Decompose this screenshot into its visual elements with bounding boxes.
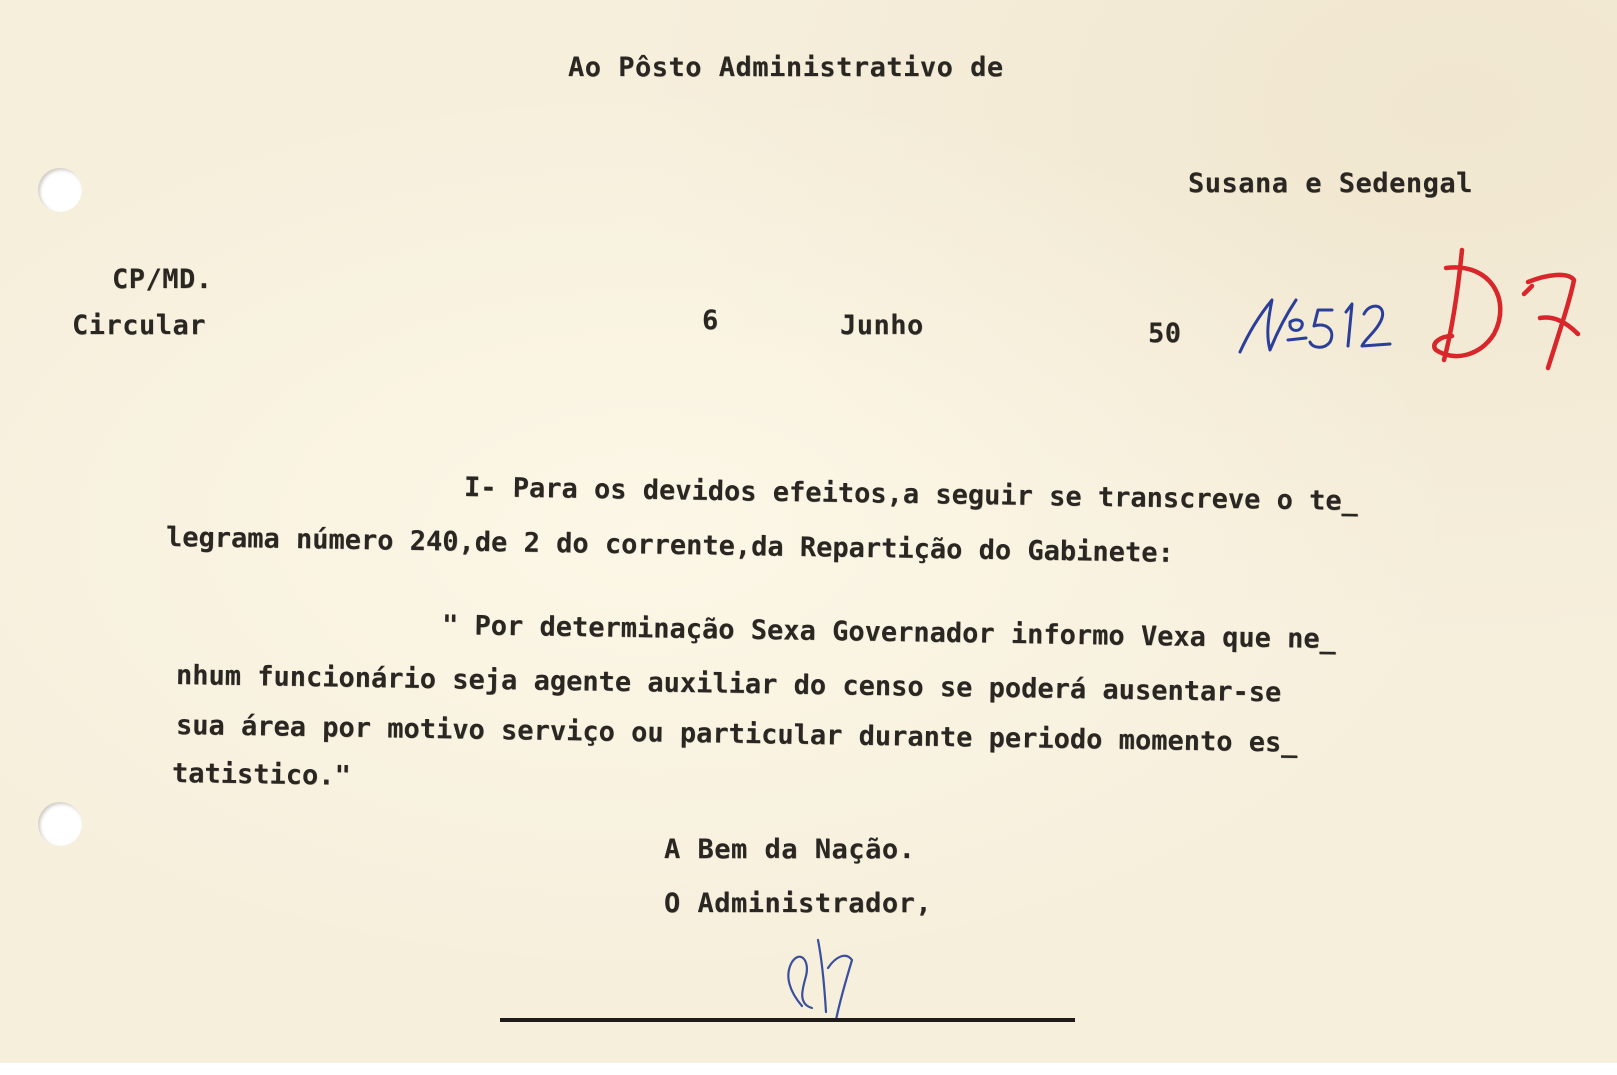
document-type: Circular <box>72 310 207 341</box>
telegram-line-3: sua área por motivo serviço ou particular durante periodo momento es_ <box>175 710 1298 759</box>
location-line: Susana e Sedengal <box>1188 168 1473 199</box>
date-month: Junho <box>840 310 924 341</box>
telegram-line-4: tatistico." <box>171 758 352 792</box>
date-day: 6 <box>702 305 719 336</box>
handwritten-number-512 <box>1240 300 1390 352</box>
page-margin-bottom <box>0 1063 1617 1075</box>
date-year: 50 <box>1148 318 1182 349</box>
paragraph-1-line-2: legrama número 240,de 2 do corrente,da Repartição do Gabinete: <box>165 522 1174 569</box>
addressee-line: Ao Pôsto Administrativo de <box>568 52 1004 83</box>
signatory-title: O Administrador, <box>664 888 933 919</box>
red-pencil-mark-d7 <box>1434 250 1578 368</box>
telegram-line-1: " Por determinação Sexa Governador informo Vexa que ne_ <box>441 610 1337 656</box>
closing-salutation: A Bem da Nação. <box>664 834 916 865</box>
telegram-line-2: nhum funcionário seja agente auxiliar do censo se poderá ausentar-se <box>175 660 1282 709</box>
reference-code: CP/MD. <box>112 264 213 295</box>
paragraph-1-line-1: I- Para os devidos efeitos,a seguir se transcreve o te_ <box>463 472 1359 518</box>
signature-scribble <box>788 940 852 1020</box>
signature-rule <box>500 1018 1075 1022</box>
